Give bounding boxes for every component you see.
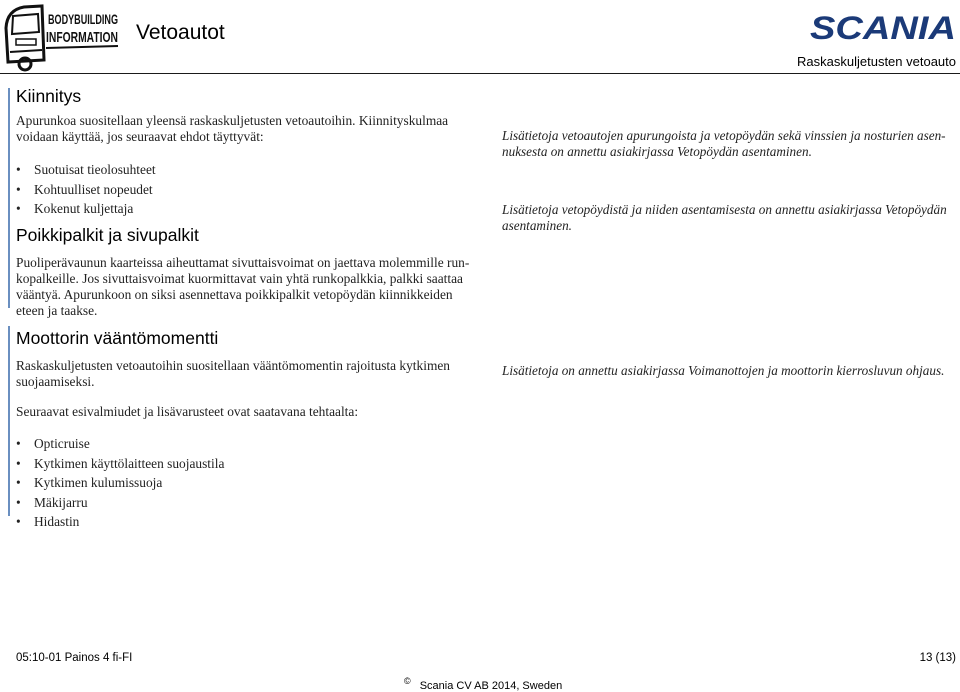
- note-line: nuksesta on annettu asiakirjassa Vetopöydän asentaminen.: [502, 144, 812, 159]
- section-heading: Moottorin vääntömomentti: [16, 328, 219, 348]
- paragraph-line: Apurunkoa suositellaan yleensä raskaskuljetusten vetoautoihin. Kiinnityskulmaa: [16, 113, 449, 128]
- equipment-intro: Seuraavat esivalmiudet ja lisävarusteet ovat saatavana tehtaalta:: [16, 404, 359, 419]
- section-heading: Kiinnitys: [16, 86, 82, 106]
- bodybuilding-information-logo: [2, 2, 120, 72]
- page-number: 13 (13): [919, 652, 956, 664]
- paragraph-line: suojaamiseksi.: [16, 374, 95, 389]
- scania-wordmark: SCANIA: [810, 10, 956, 46]
- change-bar: [8, 326, 10, 516]
- copyright-text: Scania CV AB 2014, Sweden: [419, 679, 563, 692]
- paragraph-line: kopalkeille. Jos sivuttaisvoimat kuormittavat vain yhtä runkopalkkia, palkki saattaa: [16, 271, 463, 286]
- header-divider: [0, 73, 960, 74]
- copyright-notice: [404, 676, 562, 692]
- document-subtitle: Raskaskuljetusten vetoauto: [797, 54, 956, 69]
- paragraph-line: vääntyä. Apurunkoon on siksi asennettava poikkipalkit vetopöydän kiinnikkeiden: [16, 287, 453, 302]
- note-line: asentaminen.: [502, 218, 572, 233]
- paragraph-line: eteen ja taakse.: [16, 303, 98, 318]
- scania-logo: [808, 10, 958, 44]
- paragraph-line: Puoliperävaunun kaarteissa aiheuttamat sivuttaisvoimat on jaettava molemmille run-: [16, 255, 470, 270]
- equipment-list: [16, 434, 478, 532]
- document-title: Vetoautot: [136, 21, 225, 44]
- note-line: Lisätietoja vetoautojen apurungoista ja vetopöydän sekä vinssien ja nosturien asen-: [502, 128, 946, 143]
- note-line: Lisätietoja on annettu asiakirjassa Voimanottojen ja moottorin kierrosluvun ohjaus.: [502, 363, 945, 378]
- list-item: • Kokenut kuljettaja: [16, 199, 478, 219]
- paragraph-line: voidaan käyttää, jos seuraavat ehdot täyttyvät:: [16, 129, 264, 144]
- document-id: 05:10-01 Painos 4 fi-FI: [16, 652, 133, 664]
- section-heading: Poikkipalkit ja sivupalkit: [16, 225, 199, 245]
- note-vetopoyta-apurunko: [502, 128, 954, 160]
- list-item: • Opticruise: [16, 434, 478, 454]
- section-poikkipalkit: [16, 225, 478, 319]
- section-kiinnitys: [16, 86, 478, 219]
- note-vetopoyta-asentaminen: [502, 202, 954, 234]
- list-item: • Kytkimen kulumissuoja: [16, 473, 478, 493]
- list-item: • Mäkijarru: [16, 493, 478, 513]
- note-voimanotot: [502, 363, 954, 379]
- change-bar: [8, 88, 10, 308]
- logo-text-information: INFORMATION: [46, 29, 118, 46]
- note-line: Lisätietoja vetopöydistä ja niiden asentamisesta on annettu asiakirjassa Vetopöydän: [502, 202, 947, 217]
- conditions-list: [16, 160, 478, 219]
- list-item: • Suotuisat tieolosuhteet: [16, 160, 478, 180]
- list-item: • Kohtuulliset nopeudet: [16, 180, 478, 200]
- list-item: • Hidastin: [16, 512, 478, 532]
- section-moottori: [16, 328, 478, 532]
- copyright-symbol: ©: [404, 676, 411, 686]
- logo-text-bodybuilding: BODYBUILDING: [48, 11, 119, 27]
- list-item: • Kytkimen käyttölaitteen suojaustila: [16, 454, 478, 474]
- paragraph-line: Raskaskuljetusten vetoautoihin suositellaan vääntömomentin rajoitusta kytkimen: [16, 358, 450, 373]
